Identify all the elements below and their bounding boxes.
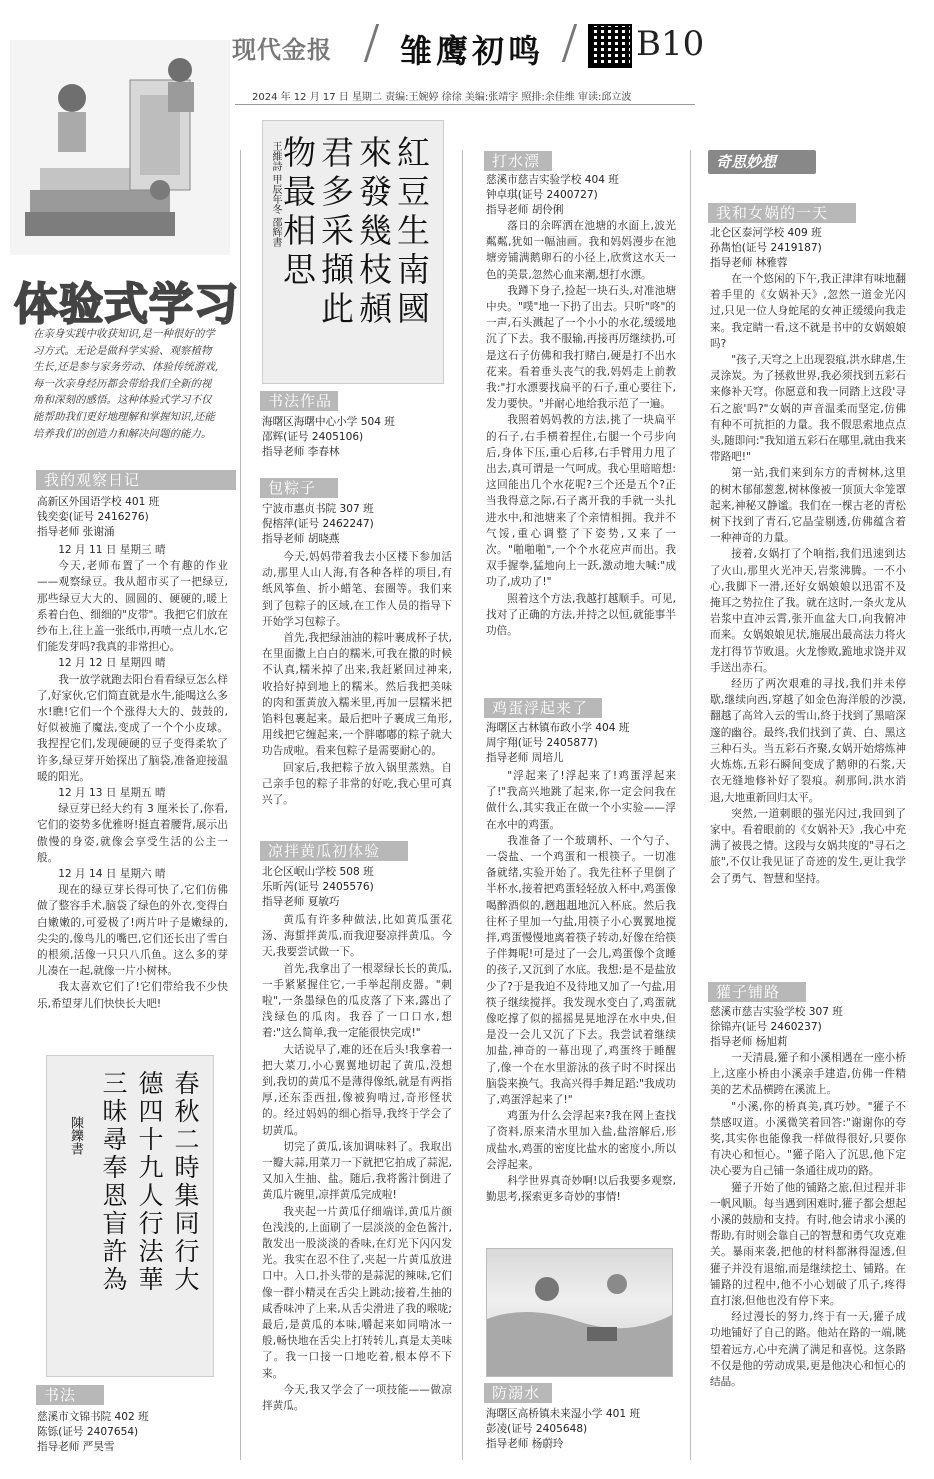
byline [37,495,159,540]
author-name: 陈铄(证号 2407654) [37,1426,139,1438]
paragraph: 首先,我拿出了一根翠绿长长的黄瓜,一手紧紧握住它,一手举起削皮器。"刺啦",一条墨绿色的瓜皮落了下来,露出了浅绿色的瓜肉。我吞了一口口水,想着:"这么简单,我一定能很快完成!" [262,962,452,1040]
author-name: 邵辉(证号 2405106) [262,431,364,443]
teacher-name: 指导老师 杨旭莉 [710,1036,788,1048]
paragraph: 现在的绿豆芽长得可快了,它们仿佛做了整容手术,脑袋了绿色的外衣,变得白白嫩嫩的,可爱极了!两片叶子是嫩绿的,尖尖的,像鸟儿的嘴巴,它们还长出了雪白的根须,活像一只只八爪鱼。这么多的芽儿凑在一起,就像一片小树林。 [37,884,228,978]
paragraph: 落日的余晖洒在池塘的水面上,波光粼粼,犹如一幅油画。我和妈妈漫步在池塘旁铺满鹅卵石的小径上,欣赏这水天一色的美景,忽然心血来潮,想打水漂。 [486,220,676,281]
author-name: 倪榕萍(证号 2462247) [262,518,374,530]
paragraph: 经历了两次艰难的寻找,我们并未停歇,继续向西,穿越了如金色海洋般的沙漠,翻越了高耸入云的雪山,終于找到了黑暗深邃的幽谷。最终,我们找到了黄、白、黑这三种石头。当五彩石齐聚,女娲开始熔炼神火炼炼,五彩石瞬间变成了鹅卵的石浆,天衣无缝地修补好了裂痕。刹那间,洪水消退,大地重新回归太平。 [710,678,906,804]
article-body [486,768,676,1205]
school-name: 海曙区古林镇布政小学 404 班 [486,722,630,734]
article-body [37,542,228,1012]
article-body [710,271,906,887]
paragraph: 12 月 12 日 星期四 晴 [58,657,166,670]
paragraph: 我一放学就跑去阳台看看绿豆怎么样了,好家伙,它们简直就是水牛,能喝这么多水!瞧!它们一个个涨得大大的、鼓鼓的,好似被施了魔法,变成了一个个小皮球。我捏捏它们,发现硬硬的豆子变得柔软了许多,绿豆芽开始探出了脑袋,准备迎接温暖的阳光。 [37,673,228,783]
article-body [262,549,452,808]
teacher-name: 指导老师 李春林 [262,446,340,458]
section-heading: 包粽子 [260,478,338,498]
article-body [710,1050,906,1390]
article-body [262,912,452,1414]
paragraph: 12 月 13 日 星期五 晴 [58,787,166,800]
byline [262,865,374,910]
paragraph: "浮起来了!浮起来了!鸡蛋浮起来了!"我高兴地跳了起来,你一定会问我在做什么,其实我正在做一个小实验——浮在水中的鸡蛋。 [486,770,676,831]
paragraph: 我太喜欢它们了!它们带给我不少快乐,希望芽儿们快快长大吧! [37,981,228,1010]
author-name: 钟卓琪(证号 2400727) [486,189,598,201]
section-heading: 我和女娲的一天 [708,203,856,223]
paragraph: 獾子开始了他的铺路之旅,但过程并非一帆风顺。每当遇到困难时,獾子都会想起小溪的鼓励和支持。有时,他会请求小溪的帮助,有时则会靠自己的智慧和勇气攻克难关。暴雨来袭,把他的材料都淋得湿透,但獾子并没有退缩,而是继续挖土、铺路。在铺路的过程中,他不小心划破了爪子,疼得直打滚,但他也没有停下来。 [710,1181,906,1308]
section-heading: 獾子铺路 [708,982,806,1002]
paragraph: 今天,老师布置了一个有趣的作业——观察绿豆。我从超市买了一把绿豆,那些绿豆大大的、圆圆的、硬硬的,暖上系着白色、细细的"皮带"。我把它们放在纱布上,往上盖一张纸巾,再喷一点儿水,它们能发芽吗?我真的非常担心。 [37,560,228,654]
byline [710,1005,843,1050]
teacher-name: 指导老师 张谢涌 [37,526,115,538]
section-heading: 防溺水 [484,1383,552,1403]
byline [37,1410,149,1455]
article-body [486,218,676,639]
byline [486,1407,640,1452]
masthead-paper-name: 现代金报 [232,35,332,64]
author-name: 乐昕芮(证号 2405576) [262,881,374,893]
school-name: 北仑区岷山学校 508 班 [262,866,374,878]
swimmer-drawing-icon [487,1249,672,1376]
qr-code-icon[interactable] [588,24,632,68]
school-name: 北仑区泰河学校 409 班 [710,227,822,239]
byline [486,721,630,766]
teacher-name: 指导老师 胡伶俐 [486,204,564,216]
kids-reading-illustration [10,40,230,255]
paragraph: 在一个悠闲的下午,我正津津有味地翻着手里的《女娲补天》,忽然一道金光闪过,只见一位人身蛇尾的女神正缓缓向我走来。我定睛一看,这不就是书中的女娲娘娘吗? [710,273,906,350]
byline [262,415,395,460]
paragraph: 鸡蛋为什么会浮起来?我在网上查找了资料,原来清水里加入盐,盐溶解后,形成盐水,鸡蛋的密度比盐水的密度小,所以会浮起来。 [486,1110,676,1171]
school-name: 慈溪市文锦书院 402 班 [37,1411,149,1423]
calligraphy-column: 德四十九人行法華 [135,1070,164,1294]
paragraph: 大话说早了,难的还在后头!我拿着一把大菜刀,小心翼翼地切起了黄瓜,没想到,我切的黄瓜不是薄得像纸,就是有两指厚,还东歪西扭,像被狗啃过,奇形怪状的。经过妈妈的细心指导,我终于学会了切黄瓜。 [262,1043,452,1137]
calligraphy-column: 物最相思 [278,135,317,291]
paragraph: 我夹起一片黄瓜仔细端详,黄瓜片颜色浅浅的,上面刷了一层淡淡的金色酱汁,散发出一股淡淡的香味,在灯光下闪闪发光。我实在忍不住了,夹起一片黄瓜放进口中。入口,扑头带的是蒜泥的辣味,它们像一群小精灵在舌尖上跳动;接着,生抽的咸香味冲了上来,从舌尖滑进了我的喉咙;最后,是黄瓜的本味,嚼起来如同啃冰一般,畅快地在舌尖上打转转儿,真是太美味了。我一口接一口地吃着,根本停不下来。 [262,1205,452,1380]
header-rule [235,104,695,105]
column-divider [690,150,691,1460]
paragraph: 一天清晨,獾子和小溪相遇在一座小桥上,这座小桥由小溪亲手建造,仿佛一件精美的艺术品横跨在溪流上。 [710,1052,906,1097]
school-name: 宁波市惠贞书院 307 班 [262,503,374,515]
paragraph: 第一站,我们来到东方的青树林,这里的树木郁郁葱葱,树林像被一顶顶大伞笼罩起来,神秘又静谧。我们在一棵古老的青松树下找到了青石,它晶莹剔透,仿佛蕴含着一种神奇的力量。 [710,467,906,545]
paragraph: "小溪,你的桥真美,真巧妙。"獾子不禁感叹道。小溪微笑着回答:"谢谢你的夸奖,其实你也能像我一样做得很好,只要你有决心和恒心。"獾子陷入了沉思,他下定决心要为自己铺一条通往成功的路。 [710,1100,906,1178]
calligraphy-column: 來發幾枝頳 [354,135,393,330]
paragraph: 今天,妈妈带着我去小区楼下参加活动,那里人山人海,有各种各样的项目,有纸风筝鱼、折小蜡笔、套圈等。我们来到了包粽子的区域,在工作人员的指导下开始学习包粽子。 [262,551,452,628]
column-divider [462,150,463,1460]
section-heading: 鸡蛋浮起来了 [484,698,602,718]
byline [262,502,374,547]
paragraph: 首先,我把绿油油的粽叶裹成杯子状,在里面撒上白白的糯米,可我在撒的时候不认真,糯米掉了出来,我赶紧回过神来,收拾好掉到地上的糯米。然后我把美味的肉和蛋黄放入糯米里,再加一层糯米把馅料包裹起来。最后把叶子裹成三角形,用线把它缠起来,一个胖嘟嘟的粽子就大功告成啦。看来包粽子是需要耐心的。 [262,632,452,758]
school-name: 海曙区高桥镇未来湿小学 401 班 [486,1408,641,1420]
teacher-name: 指导老师 周培儿 [486,752,564,764]
calligraphy-signature: 王維詩 甲辰年冬 邵辉書 [270,141,281,248]
school-name: 海曙区海曙中心小学 504 班 [262,416,395,428]
calligraphy-column: 紅豆生南國 [392,135,431,330]
author-name: 彭凌(证号 2405648) [486,1423,588,1435]
teacher-name: 指导老师 林雅蓉 [710,257,788,269]
paragraph: 接着,女娲打了个响指,我们迅速到达了火山,那里火光冲天,岩浆沸腾。一不小心,我脚下一滑,还好女娲娘娘以迅雷不及掩耳之势拉住了我。就在这时,一条火龙从岩浆中直冲云霄,张开血盆大口,向我俯冲而来。女娲娘娘见状,施展出最高法力将火龙打得节节败退。火龙惨败,跪地求饶并双手送出赤石。 [710,548,906,674]
paragraph: 今天,我又学会了一项技能——做凉拌黄瓜。 [262,1383,452,1413]
calligraphy-column: 春秋二時集同行大 [171,1070,200,1294]
section-heading: 我的观察日记 [36,470,236,490]
column-intro-text: 在亲身实践中收获知识,是一种很好的学习方式。无论是做科学实验、观察植物生长,还是参与家务劳动、体验传统游戏,每一次亲身经历都会带给我们全新的视角和深刻的感悟。这种体验式学习不仅能帮助我们更好地理解和掌握知识,还能培养我们的创造力和解决问题的能力。 [33,328,219,440]
section-heading: 打水漂 [484,151,552,171]
column-title: 体验式学习 [14,279,239,330]
books-stack-icon [10,40,230,255]
calligraphy-artwork [262,120,444,384]
calligraphy-signature: 陳鑠書 [68,1116,83,1155]
paragraph: 黄瓜有许多种做法,比如黄瓜蛋花汤、海蜇拌黄瓜,而我迎娶凉拌黄瓜。今天,我要尝试做一下。 [262,914,452,959]
masthead-divider [562,24,577,62]
author-name: 徐锦卉(证号 2460237) [710,1021,822,1033]
calligraphy-column: 君多采擷此 [316,135,355,330]
column-divider [240,150,241,1460]
paragraph: "孩子,天穹之上出现裂痕,洪水肆虐,生灵涂炭。为了拯救世界,我必须找到五彩石来修补天穹。你愿意和我一同踏上这段'寻石之旅'吗?"女娲的声音温柔而坚定,仿佛有种不可抗拒的力量。我不假思索地点点头,随即问:"我知道五彩石在哪里,就由我来带路吧!" [710,354,906,464]
section-heading: 凉拌黄瓜初体验 [260,841,408,861]
drowning-prevention-drawing [486,1248,673,1377]
byline [710,226,822,271]
calligraphy-artwork [46,1055,214,1377]
calligraphy-column: 三昧尋奉恩盲許為 [99,1070,128,1294]
paragraph: 我照着妈妈教的方法,挑了一块扁平的石子,右手横着捏住,右腿一个弓步向后,身体下压,重心后移,右手臂用力甩了出去,真可谓是一气呵成。我心里暗暗想:这回能出几个水花呢?三个还是五个?正当我得意之际,石子离开我的手就一头扎进水中,和池塘来了个亲情相拥。我并不气馁,重心调整了下姿势,又来了一次。"啪啪啪",一个个水花应声而出。我双手握拳,猛地向上一跃,激动地大喊:"成功了,成功了!" [486,414,676,589]
teacher-name: 指导老师 胡晓燕 [262,533,340,545]
page-number: B10 [636,24,705,64]
paragraph: 照着这个方法,我越打越顺手。可见,找对了正确的方法,并持之以恒,就能事半功倍。 [486,592,676,638]
byline [486,173,619,218]
school-name: 慈溪市慈吉实验学校 307 班 [710,1006,843,1018]
column-label: 奇思妙想 [708,150,816,174]
teacher-name: 指导老师 杨蔚玲 [486,1438,564,1450]
dateline: 2024 年 12 月 17 日 星期二 责编:王婉婷 徐徐 美编:张靖宇 照排:余佳维 审读:邱立波 [252,92,632,103]
author-name: 孙雋怡(证号 2419187) [710,242,822,254]
paragraph: 科学世界真奇妙啊!以后我要多观察,勤思考,探索更多奇妙的事情! [486,1175,676,1204]
section-heading: 书法 [36,1385,104,1405]
paragraph: 12 月 14 日 星期六 晴 [58,868,166,881]
author-name: 钱奕娈(证号 2416276) [37,511,149,523]
paragraph: 经过漫长的努力,终于有一天,獾子成功地铺好了自己的路。他站在路的一端,眺望着远方,心中充满了满足和喜悦。这条路不仅是他的劳动成果,更是他决心和恒心的结晶。 [710,1311,906,1389]
paragraph: 我蹲下身子,捡起一块石头,对准池塘中央。"噗"地一下扔了出去。只听"咚"的一声,石头溅起了一个小小的水花,缓缓地沉了下去。我不服输,再接再厉继续扔,可是这石子仿佛和我打赌白,硬是打不出水花来。看着垂头丧气的我,妈妈走上前教我:"打水漂要找扁平的石子,重心要往下,发力要快。"并耐心地给我示范了一遍。 [486,284,676,411]
paragraph: 突然,一道刺眼的强光闪过,我回到了家中。看着眼前的《女娲补天》,我心中充满了被畏之情。这段与女娲共度的"寻石之旅",不仅让我见证了奇迹的发生,更让我学会了勇气、智慧和坚持。 [710,807,906,885]
paragraph: 回家后,我把粽子放入锅里蒸熟。自己亲手包的粽子非常的好吃,我心里可真兴了。 [262,761,452,807]
masthead-divider [364,24,379,62]
masthead-section-title: 雏鹰初鸣 [400,32,545,70]
section-heading: 书法作品 [260,391,338,411]
paragraph: 我准备了一个玻璃杯、一个勺子、一袋盐、一个鸡蛋和一根筷子。一切准备就绪,实验开始了。我先往杯子里倒了半杯水,接着把鸡蛋轻轻放入杯中,鸡蛋像喝醉酒似的,趔趄趄地沉入杯底。然后我往杯子里加一勺盐,用筷子小心翼翼地搅拌,鸡蛋慢慢地离着筷子转动,好像在给筷子伴舞呢!可是过了一会儿,鸡蛋像个贪睡的孩子,又沉到了水底。我想:是不是盐放少了?于是我迫不及待地又加了一勺盐,用筷子继续搅拌。我发现水变白了,鸡蛋就像吃撑了似的摇摇晃晃地浮在水中央,但是没一会儿又沉了下去。我尝试着继续加盐,神奇的一幕出现了,鸡蛋终于睡醒了,像一个在水里游泳的孩子时不时探出脑袋来换气。我高兴得手舞足蹈:"我成功了,鸡蛋浮起来了!" [486,834,676,1107]
school-name: 慈溪市慈吉实验学校 404 班 [486,174,619,186]
author-name: 周宇翔(证号 2405877) [486,737,598,749]
paragraph: 切完了黄瓜,该加调味料了。我取出一瓣大蒜,用菜刀一下就把它拍成了蒜泥,又加入生抽、盐。随后,我将酱汁倒进了黄瓜片碗里,凉拌黄瓜完成啦! [262,1140,452,1202]
teacher-name: 指导老师 严昊雪 [37,1441,115,1453]
paragraph: 12 月 11 日 星期三 晴 [58,544,166,556]
paragraph: 绿豆芽已经大约有 3 厘米长了,你看,它们的姿势多优雅呀!挺直着腰背,展示出傲慢的身姿,就像会享受生活的公主一般。 [37,803,228,864]
school-name: 高新区外国语学校 401 班 [37,496,160,508]
teacher-name: 指导老师 夏敏巧 [262,896,340,908]
